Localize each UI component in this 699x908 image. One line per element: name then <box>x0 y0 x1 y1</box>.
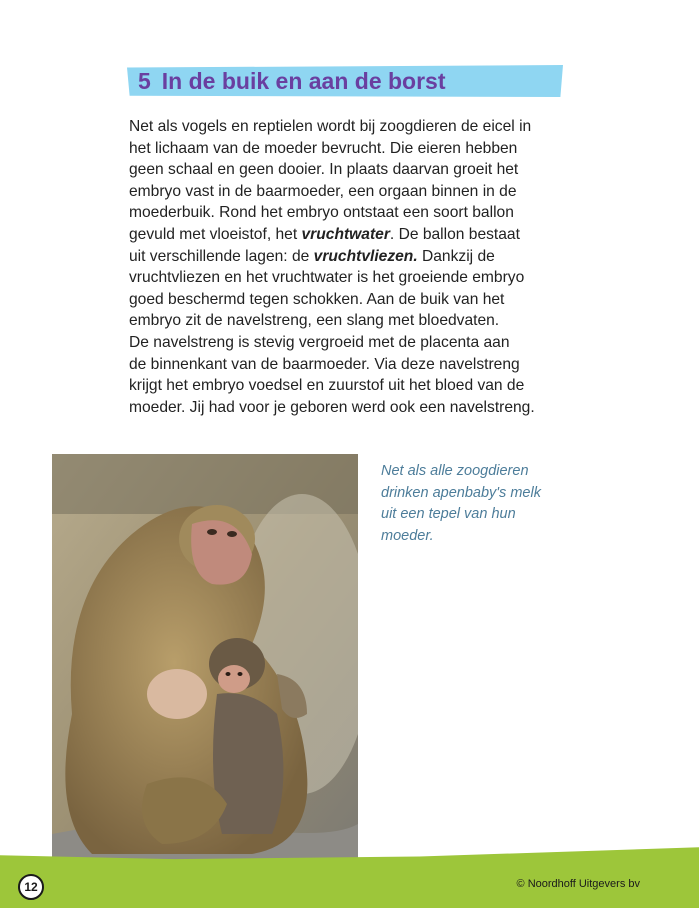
photo-caption <box>381 461 561 547</box>
body-line: De navelstreng is stevig vergroeid met de placenta aan <box>129 333 510 351</box>
caption-line: Net als alle zoogdieren <box>381 463 529 479</box>
body-line: de binnenkant van de baarmoeder. Via deze navelstreng <box>129 355 520 373</box>
body-text <box>129 116 569 418</box>
section-number: 5 <box>138 68 151 94</box>
caption-line: drinken apenbaby's melk <box>381 484 541 501</box>
section-heading <box>138 66 446 96</box>
body-text-span: . De ballon bestaat <box>389 225 520 243</box>
caption-line: moeder. <box>381 527 434 544</box>
body-line: embryo zit de navelstreng, een slang met bloedvaten. <box>129 312 500 330</box>
copyright-notice: © Noordhoff Uitgevers bv <box>516 878 640 890</box>
body-text-span: Dankzij de <box>417 247 495 265</box>
body-line: moederbuik. Rond het embryo ontstaat een soort ballon <box>129 204 514 222</box>
page-number: 12 <box>18 874 44 900</box>
body-line: het lichaam van de moeder bevrucht. Die eieren hebben <box>129 139 518 157</box>
body-line: geen schaal en geen dooier. In plaats daarvan groeit het <box>129 161 519 179</box>
baboon-illustration <box>52 454 358 868</box>
body-line: vruchtvliezen en het vruchtwater is het groeiende embryo <box>129 269 525 287</box>
body-line: moeder. Jij had voor je geboren werd ook een navelstreng. <box>129 398 535 416</box>
baboon-photo <box>52 454 358 868</box>
body-line: Net als vogels en reptielen wordt bij zoogdieren de eicel in <box>129 118 532 135</box>
body-line <box>129 224 569 246</box>
body-line: goed beschermd tegen schokken. Aan de buik van het <box>129 290 505 308</box>
body-line: krijgt het embryo voedsel en zuurstof uit het bloed van de <box>129 377 525 395</box>
body-line <box>129 246 569 268</box>
term-vruchtvliezen: vruchtvliezen. <box>313 247 418 265</box>
body-text-span: uit verschillende lagen: de <box>129 247 314 265</box>
body-line: embryo vast in de baarmoeder, een orgaan binnen in de <box>129 182 517 200</box>
body-text-span: gevuld met vloeistof, het <box>129 225 302 243</box>
section-title: In de buik en aan de borst <box>161 68 446 94</box>
term-vruchtwater: vruchtwater <box>301 225 390 243</box>
caption-line: uit een tepel van hun <box>381 506 516 523</box>
